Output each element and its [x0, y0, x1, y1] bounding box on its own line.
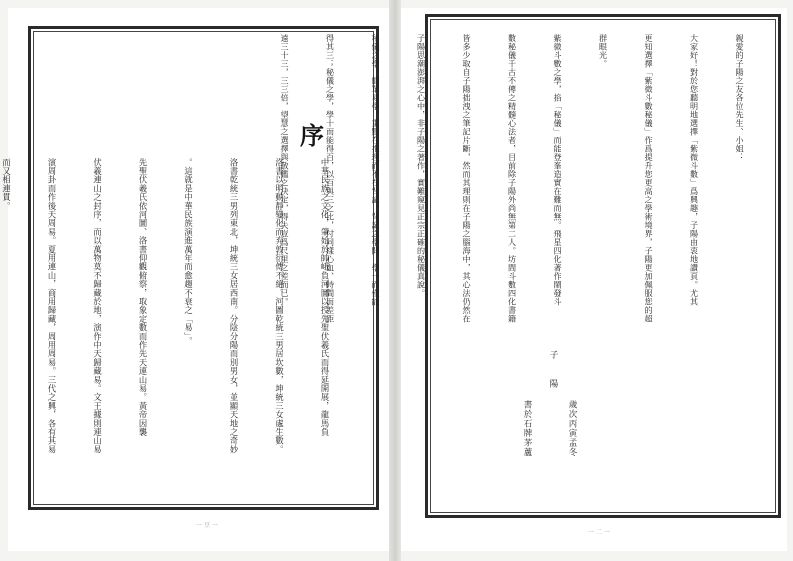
text-column: 。這就是中華民族演進萬年而愈趨不衰之「易」。	[183, 158, 194, 346]
text-column: 洛書乾統三男列東北，坤統三女居西南。分陰分陽而別男女，並顯天地之奇妙	[229, 158, 239, 454]
text-column: 中華民族之文化，肇始於帥峨負河圖以授先聖伏羲氏而得延開展，龍馬負	[320, 158, 330, 437]
signature-place	[503, 400, 607, 457]
text-column: 演周卦而作後天周易。夏用連山，商用歸藏，周用周易。三代之興，各有其易	[47, 158, 57, 454]
text-column: 秘儀之學，簡單易學，重點在推理而不在背記。背記之學問，學一而僅能	[371, 34, 381, 306]
text-column: 伏羲連山之封序，而以萬物莫不歸藏於地，演作中天歸藏易。文王據則連山易	[92, 158, 103, 454]
text-column: 群眼光。	[598, 34, 609, 68]
preface-heading: 序	[300, 121, 324, 150]
signature-author: 子 陽	[548, 350, 558, 394]
text-column: 更知選擇「紫微斗數秘儀」作爲提升您更高之學術境界，子陽更加佩服您的超	[644, 34, 654, 323]
page-mark-left: 一豆一	[196, 522, 221, 529]
text-column: 得其三；秘儀之學，學十而能得百，以百與三之比，付同樣心血、時間而差距	[325, 34, 336, 323]
text-column: 洛書以明動靜變化而弃敦衍傳不絕。河圖乾統三男居坎數，坤統三女處生數。	[274, 158, 285, 454]
text-column: 遠三十三，三三倍，望慧之選擇與敬鑑之決定，得失豈爲尺里之差而已。	[280, 34, 290, 306]
text-column: 大家好！對於您聽明地選擇「紫微斗數」爲興趣，子陽由衷地讚頁。尤其	[689, 34, 700, 306]
page-mark-right: 一二一	[588, 529, 613, 536]
text-column: 皆多少取自子陽拙洩之筆記片斷，然而其理則在子陽之腦海中，其心法仍然在	[462, 34, 472, 323]
text-column: 子陽思潮澎湃之心中，非子陽之著作，實難窺見正宗正確的秘儀真說。	[416, 34, 427, 298]
text-column: 親愛的子陽之友各位先生、小姐：	[735, 34, 745, 162]
text-column: 而又相連貫。	[1, 158, 12, 211]
signature-line: 書於石牌茅蘆	[522, 400, 532, 457]
text-column: 紫微斗數之學，掐「秘儀」而能登峯造實在難而無。飛星四化著作鬧發斗	[553, 34, 563, 306]
text-column: 數秘儀千古不傳之精髓心法者，目前除子陽外尚無第二人。坊間斗數四化書籍	[507, 34, 518, 323]
signature-line: 歲次丙寅孟冬	[567, 400, 577, 457]
text-column: 先聖伏羲氏依河圖、洛書仰觀俯察，取象定數而作先天連山易。黃帝因襲	[138, 158, 148, 437]
